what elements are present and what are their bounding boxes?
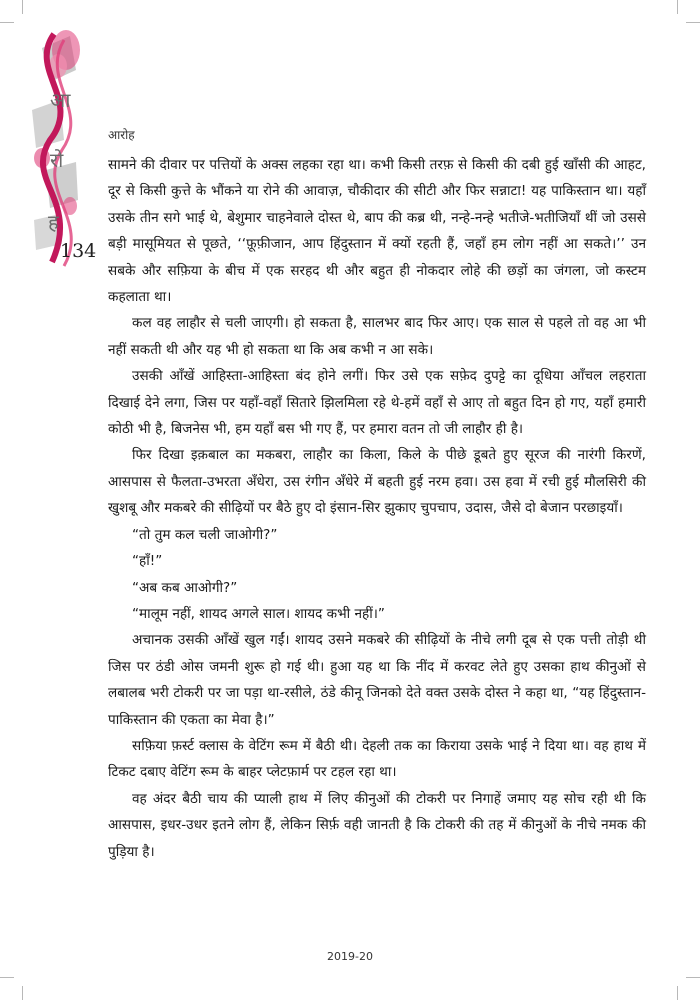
crop-mark-bottom-right-v bbox=[677, 986, 678, 1000]
paragraph: सफ़िया फ़र्स्ट क्लास के वेटिंग रूम में बैठी थी। देहली तक का किराया उसके भाई ने दिया था। वह हाथ में टिकट दबाए वेटिंग रूम के बाहर प्लेटफ़ार्म पर टहल रहा था। bbox=[108, 737, 646, 781]
dialogue-line: “अब कब आओगी?” bbox=[132, 579, 238, 596]
paragraph: अचानक उसकी आँखें खुल गईं। शायद उसने मकबरे की सीढ़ियों के नीचे लगी दूब से एक पत्ती तोड़ी थी जिस पर ठंडी ओस जमनी शुरू हो गई थी। हुआ यह था कि नींद में करवट लेते हुए उसका हाथ कीनुओं से लबालब भरी टोकरी पर जा पड़ा था-रसीले, ठंडे कीनू जिनको देते वक्त उसके दोस्त ने कहा था, “यह हिंदुस्तान-पाकिस्तान की एकता का मेवा है।” bbox=[108, 632, 646, 728]
running-head: आरोह bbox=[108, 128, 135, 142]
paragraph: कल वह लाहौर से चली जाएगी। हो सकता है, सालभर बाद फिर आए। एक साल से पहले तो वह आ भी नहीं सकती थी और यह भी हो सकता था कि अब कभी न आ सके। bbox=[108, 315, 646, 358]
paragraph: सामने की दीवार पर पत्तियों के अक्स लहका रहा था। कभी किसी तरफ़ से किसी की दबी हुई खाँसी की आहट, दूर से किसी कुत्ते के भौंकने या रोने की आवाज़, चौकीदार की सीटी और फिर सन्नाटा! यह पाकिस्तान था। यहाँ उसके तीन सगे भाई थे, बेशुमार चाहनेवाले दोस्त थे, बाप की कब्र थी, नन्हे-नन्हे भतीजे-भतीजियाँ थीं जो उससे बड़ी मासूमियत से पूछते, ‘‘फ़ूफ़ीजान, आप हिंदुस्तान में क्यों रहती हैं, जहाँ हम लोग नहीं आ सकते।’’ उन सबके और सफ़िया के बीच में एक सरहद थी और बहुत ही नोकदार लोहे की छड़ों का जंगला, जो कस्टम कहलाता था। bbox=[108, 157, 646, 306]
crop-mark-bottom-right-h bbox=[686, 977, 700, 978]
ornament-letter-1: आ bbox=[50, 88, 71, 112]
body-text bbox=[108, 152, 646, 865]
footer-year: 2019-20 bbox=[327, 950, 373, 963]
crop-mark-top-left-h bbox=[0, 22, 14, 23]
crop-mark-bottom-left-h bbox=[0, 977, 14, 978]
ornament-letter-3: ह bbox=[48, 210, 59, 234]
dialogue-line: “तो तुम कल चली जाओगी?” bbox=[132, 526, 278, 543]
side-ornament bbox=[20, 30, 100, 270]
paragraph: फिर दिखा इक़बाल का मकबरा, लाहौर का किला, किले के पीछे डूबते हुए सूरज की नारंगी किरणें, आसपास से फैलता-उभरता अँधेरा, उस रंगीन अँधेरे में बहती हुई नरम हवा। उस हवा में रची हुई मौलसिरी की खुशबू और मकबरे की सीढ़ियों पर बैठे हुए दो इंसान-सिर झुकाए चुपचाप, उदास, जैसे दो बेजान परछाइयाँ। bbox=[108, 447, 646, 517]
crop-mark-top-left-v bbox=[22, 0, 23, 14]
paragraph: वह अंदर बैठी चाय की प्याली हाथ में लिए कीनुओं की टोकरी पर निगाहें जमाए यह सोच रही थी कि आसपास, इधर-उधर इतने लोग हैं, लेकिन सिर्फ़ वही जानती है कि टोकरी की तह में कीनुओं के नीचे नमक की पुड़िया है। bbox=[108, 790, 646, 860]
crop-mark-top-right-v bbox=[677, 0, 678, 14]
dialogue-line: “मालूम नहीं, शायद अगले साल। शायद कभी नहीं।” bbox=[132, 605, 385, 622]
page-number: 134 bbox=[60, 240, 97, 262]
ornament-letter-2: रो bbox=[50, 148, 64, 172]
paragraph: उसकी आँखें आहिस्ता-आहिस्ता बंद होने लगीं। फिर उसे एक सफ़ेद दुपट्टे का दूधिया आँचल लहराता दिखाई देने लगा, जिस पर यहाँ-वहाँ सितारे झिलमिला रहे थे-हमें वहाँ से आए तो बहुत दिन हो गए, यहाँ हमारी कोठी भी है, बिजनेस भी, हम यहाँ बस भी गए हैं, पर हमारा वतन तो जी लाहौर ही है। bbox=[108, 368, 646, 438]
crop-mark-top-right-h bbox=[686, 22, 700, 23]
dialogue-line: “हाँ!” bbox=[132, 553, 163, 570]
crop-mark-bottom-left-v bbox=[22, 986, 23, 1000]
